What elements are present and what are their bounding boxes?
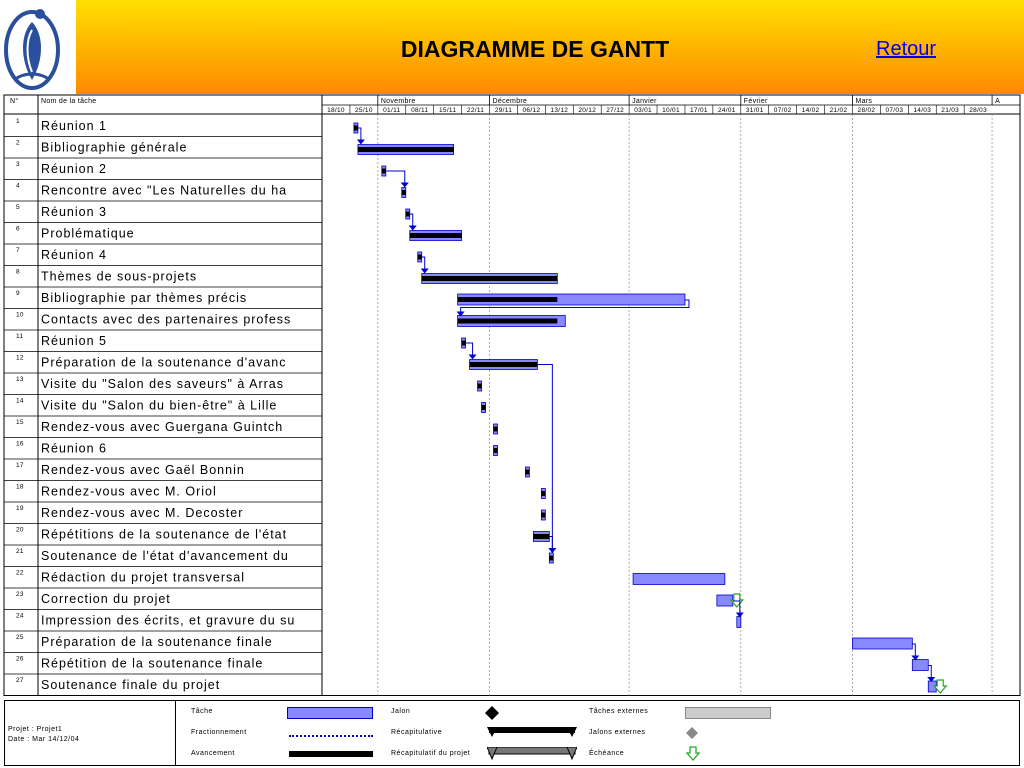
legend-deadline-icon <box>686 746 700 762</box>
task-bar <box>852 638 912 649</box>
task-name: Bibliographie par thèmes précis <box>41 291 248 305</box>
week-label: 21/02 <box>829 107 848 114</box>
month-label: Janvier <box>632 98 657 105</box>
task-progress-bar <box>549 556 553 561</box>
task-progress-bar <box>541 513 545 518</box>
legend-label-project-summary: Récapitulatif du projet <box>391 750 471 757</box>
task-id: 12 <box>16 354 24 362</box>
task-name: Correction du projet <box>41 592 171 606</box>
task-id: 7 <box>16 247 20 254</box>
task-id: 26 <box>16 655 24 663</box>
task-bar <box>912 660 928 671</box>
task-progress-bar <box>406 212 410 217</box>
legend-summary-symbol <box>487 727 577 739</box>
task-id: 18 <box>16 483 24 491</box>
task-id: 24 <box>16 612 24 620</box>
task-progress-bar <box>494 427 498 432</box>
task-id: 8 <box>16 268 20 276</box>
task-id: 15 <box>16 419 24 426</box>
week-label: 20/12 <box>578 107 597 114</box>
task-name: Rendez-vous avec M. Oriol <box>41 484 217 499</box>
task-name: Rendez-vous avec Guergana Guintch <box>41 420 284 434</box>
legend-project-summary-symbol <box>487 747 577 761</box>
legend-split-symbol <box>289 735 373 737</box>
task-name: Préparation de la soutenance d'avanc <box>41 355 287 370</box>
legend-label-split: Fractionnement <box>191 729 247 736</box>
week-label: 25/10 <box>354 107 373 114</box>
task-name: Répétition de la soutenance finale <box>41 656 264 671</box>
task-id: 27 <box>16 677 24 684</box>
task-name: Bibliographie générale <box>41 140 188 155</box>
task-progress-bar <box>478 384 482 389</box>
task-id: 11 <box>16 333 24 340</box>
task-name: Soutenance finale du projet <box>41 678 221 692</box>
legend <box>4 700 1020 766</box>
task-bar <box>717 595 733 606</box>
week-label: 08/11 <box>411 107 429 114</box>
task-progress-bar <box>354 126 358 131</box>
column-header-name: Nom de la tâche <box>41 98 97 105</box>
task-name: Rencontre avec "Les Naturelles du ha <box>41 183 288 198</box>
task-progress-bar <box>418 255 422 260</box>
task-name: Soutenance de l'état d'avancement du <box>41 549 289 563</box>
legend-project-date: Date : Mar 14/12/04 <box>8 736 80 743</box>
week-label: 13/12 <box>550 107 569 114</box>
legend-divider <box>175 701 176 765</box>
task-progress-bar <box>541 491 545 496</box>
task-id: 14 <box>16 397 24 405</box>
week-label: 27/12 <box>606 107 625 114</box>
week-label: 21/03 <box>941 107 960 114</box>
legend-label-summary: Récapitulative <box>391 729 442 736</box>
task-id: 6 <box>16 225 20 233</box>
week-label: 31/01 <box>745 107 764 114</box>
legend-milestone-symbol <box>485 706 499 720</box>
task-progress-bar <box>382 169 386 174</box>
task-id: 2 <box>16 139 20 147</box>
legend-label-deadline: Échéance <box>589 750 625 757</box>
legend-external-tasks-symbol <box>685 707 771 719</box>
task-progress-bar <box>358 147 454 152</box>
task-name: Préparation de la soutenance finale <box>41 635 273 649</box>
task-progress-bar <box>470 362 538 367</box>
task-progress-bar <box>410 233 462 238</box>
task-id: 20 <box>16 526 24 534</box>
month-label: Février <box>743 98 768 105</box>
week-label: 28/02 <box>857 107 876 114</box>
task-name: Réunion 1 <box>41 119 107 133</box>
header-banner <box>0 0 1024 94</box>
week-label: 18/10 <box>327 107 345 114</box>
task-name: Thèmes de sous-projets <box>41 269 198 284</box>
task-name: Réunion 4 <box>41 248 107 262</box>
week-label: 17/01 <box>690 107 708 114</box>
task-name: Impression des écrits, et gravure du su <box>41 613 296 628</box>
task-id: 1 <box>16 118 20 125</box>
gantt-chart <box>0 94 1024 700</box>
task-name: Rédaction du projet transversal <box>41 570 246 585</box>
week-label: 14/03 <box>913 107 932 114</box>
task-id: 10 <box>16 311 24 319</box>
month-label: A <box>995 98 1001 105</box>
task-progress-bar <box>458 319 558 324</box>
legend-project-name: Projet : Projet1 <box>8 726 63 733</box>
task-name: Réunion 6 <box>41 441 107 456</box>
week-label: 28/03 <box>969 107 988 114</box>
task-id: 9 <box>16 290 20 297</box>
week-label: 01/11 <box>383 107 401 114</box>
week-label: 07/03 <box>885 107 904 114</box>
legend-label-external-tasks: Tâches externes <box>589 708 649 715</box>
task-id: 23 <box>16 591 24 598</box>
task-id: 4 <box>16 182 20 190</box>
task-bar <box>633 574 725 585</box>
task-bar <box>737 617 741 628</box>
task-name: Réunion 3 <box>41 205 107 219</box>
task-name: Rendez-vous avec Gaël Bonnin <box>41 463 245 477</box>
legend-label-milestone: Jalon <box>391 708 411 715</box>
task-progress-bar <box>458 297 558 302</box>
task-progress-bar <box>533 534 549 539</box>
task-id: 3 <box>16 161 20 168</box>
logo <box>0 0 76 94</box>
month-label: Novembre <box>380 98 416 105</box>
task-name: Visite du "Salon du bien-être" à Lille <box>41 398 278 413</box>
task-progress-bar <box>402 190 406 195</box>
task-name: Contacts avec des partenaires profess <box>41 312 292 327</box>
task-id: 19 <box>16 505 24 512</box>
task-progress-bar <box>482 405 486 410</box>
week-label: 14/02 <box>801 107 820 114</box>
month-label: Mars <box>855 98 873 105</box>
week-label: 15/11 <box>438 107 457 114</box>
week-label: 22/11 <box>466 107 485 114</box>
task-id: 13 <box>16 376 24 383</box>
legend-label-progress: Avancement <box>191 750 235 757</box>
back-link[interactable]: Retour <box>876 38 937 60</box>
task-id: 22 <box>16 569 24 577</box>
page-title: DIAGRAMME DE GANTT <box>400 36 670 62</box>
week-label: 03/01 <box>634 107 652 114</box>
task-name: Réunion 2 <box>41 162 107 176</box>
legend-project-info <box>8 725 79 745</box>
week-label: 07/02 <box>773 107 792 114</box>
week-label: 10/01 <box>662 107 680 114</box>
month-label: Décembre <box>492 98 528 105</box>
task-progress-bar <box>422 276 558 281</box>
task-name: Visite du "Salon des saveurs" à Arras <box>41 377 284 391</box>
task-id: 21 <box>16 548 24 555</box>
task-id: 25 <box>16 634 24 641</box>
task-id: 17 <box>16 462 24 469</box>
legend-label-task: Tâche <box>191 708 213 715</box>
task-name: Problématique <box>41 226 135 241</box>
column-header-id: N° <box>10 98 19 105</box>
legend-external-milestone-symbol <box>686 727 698 739</box>
task-id: 5 <box>16 204 20 211</box>
week-label: 29/11 <box>494 107 513 114</box>
task-name: Répétitions de la soutenance de l'état <box>41 527 288 542</box>
task-id: 16 <box>16 440 24 448</box>
task-progress-bar <box>462 341 466 346</box>
legend-label-external-milestones: Jalons externes <box>589 729 646 736</box>
task-progress-bar <box>525 470 529 475</box>
legend-progress-symbol <box>289 751 373 757</box>
task-name: Réunion 5 <box>41 334 107 348</box>
week-label: 06/12 <box>522 107 541 114</box>
task-progress-bar <box>494 448 498 453</box>
week-label: 24/01 <box>717 107 736 114</box>
legend-task-symbol <box>287 707 373 719</box>
task-name: Rendez-vous avec M. Decoster <box>41 506 244 520</box>
